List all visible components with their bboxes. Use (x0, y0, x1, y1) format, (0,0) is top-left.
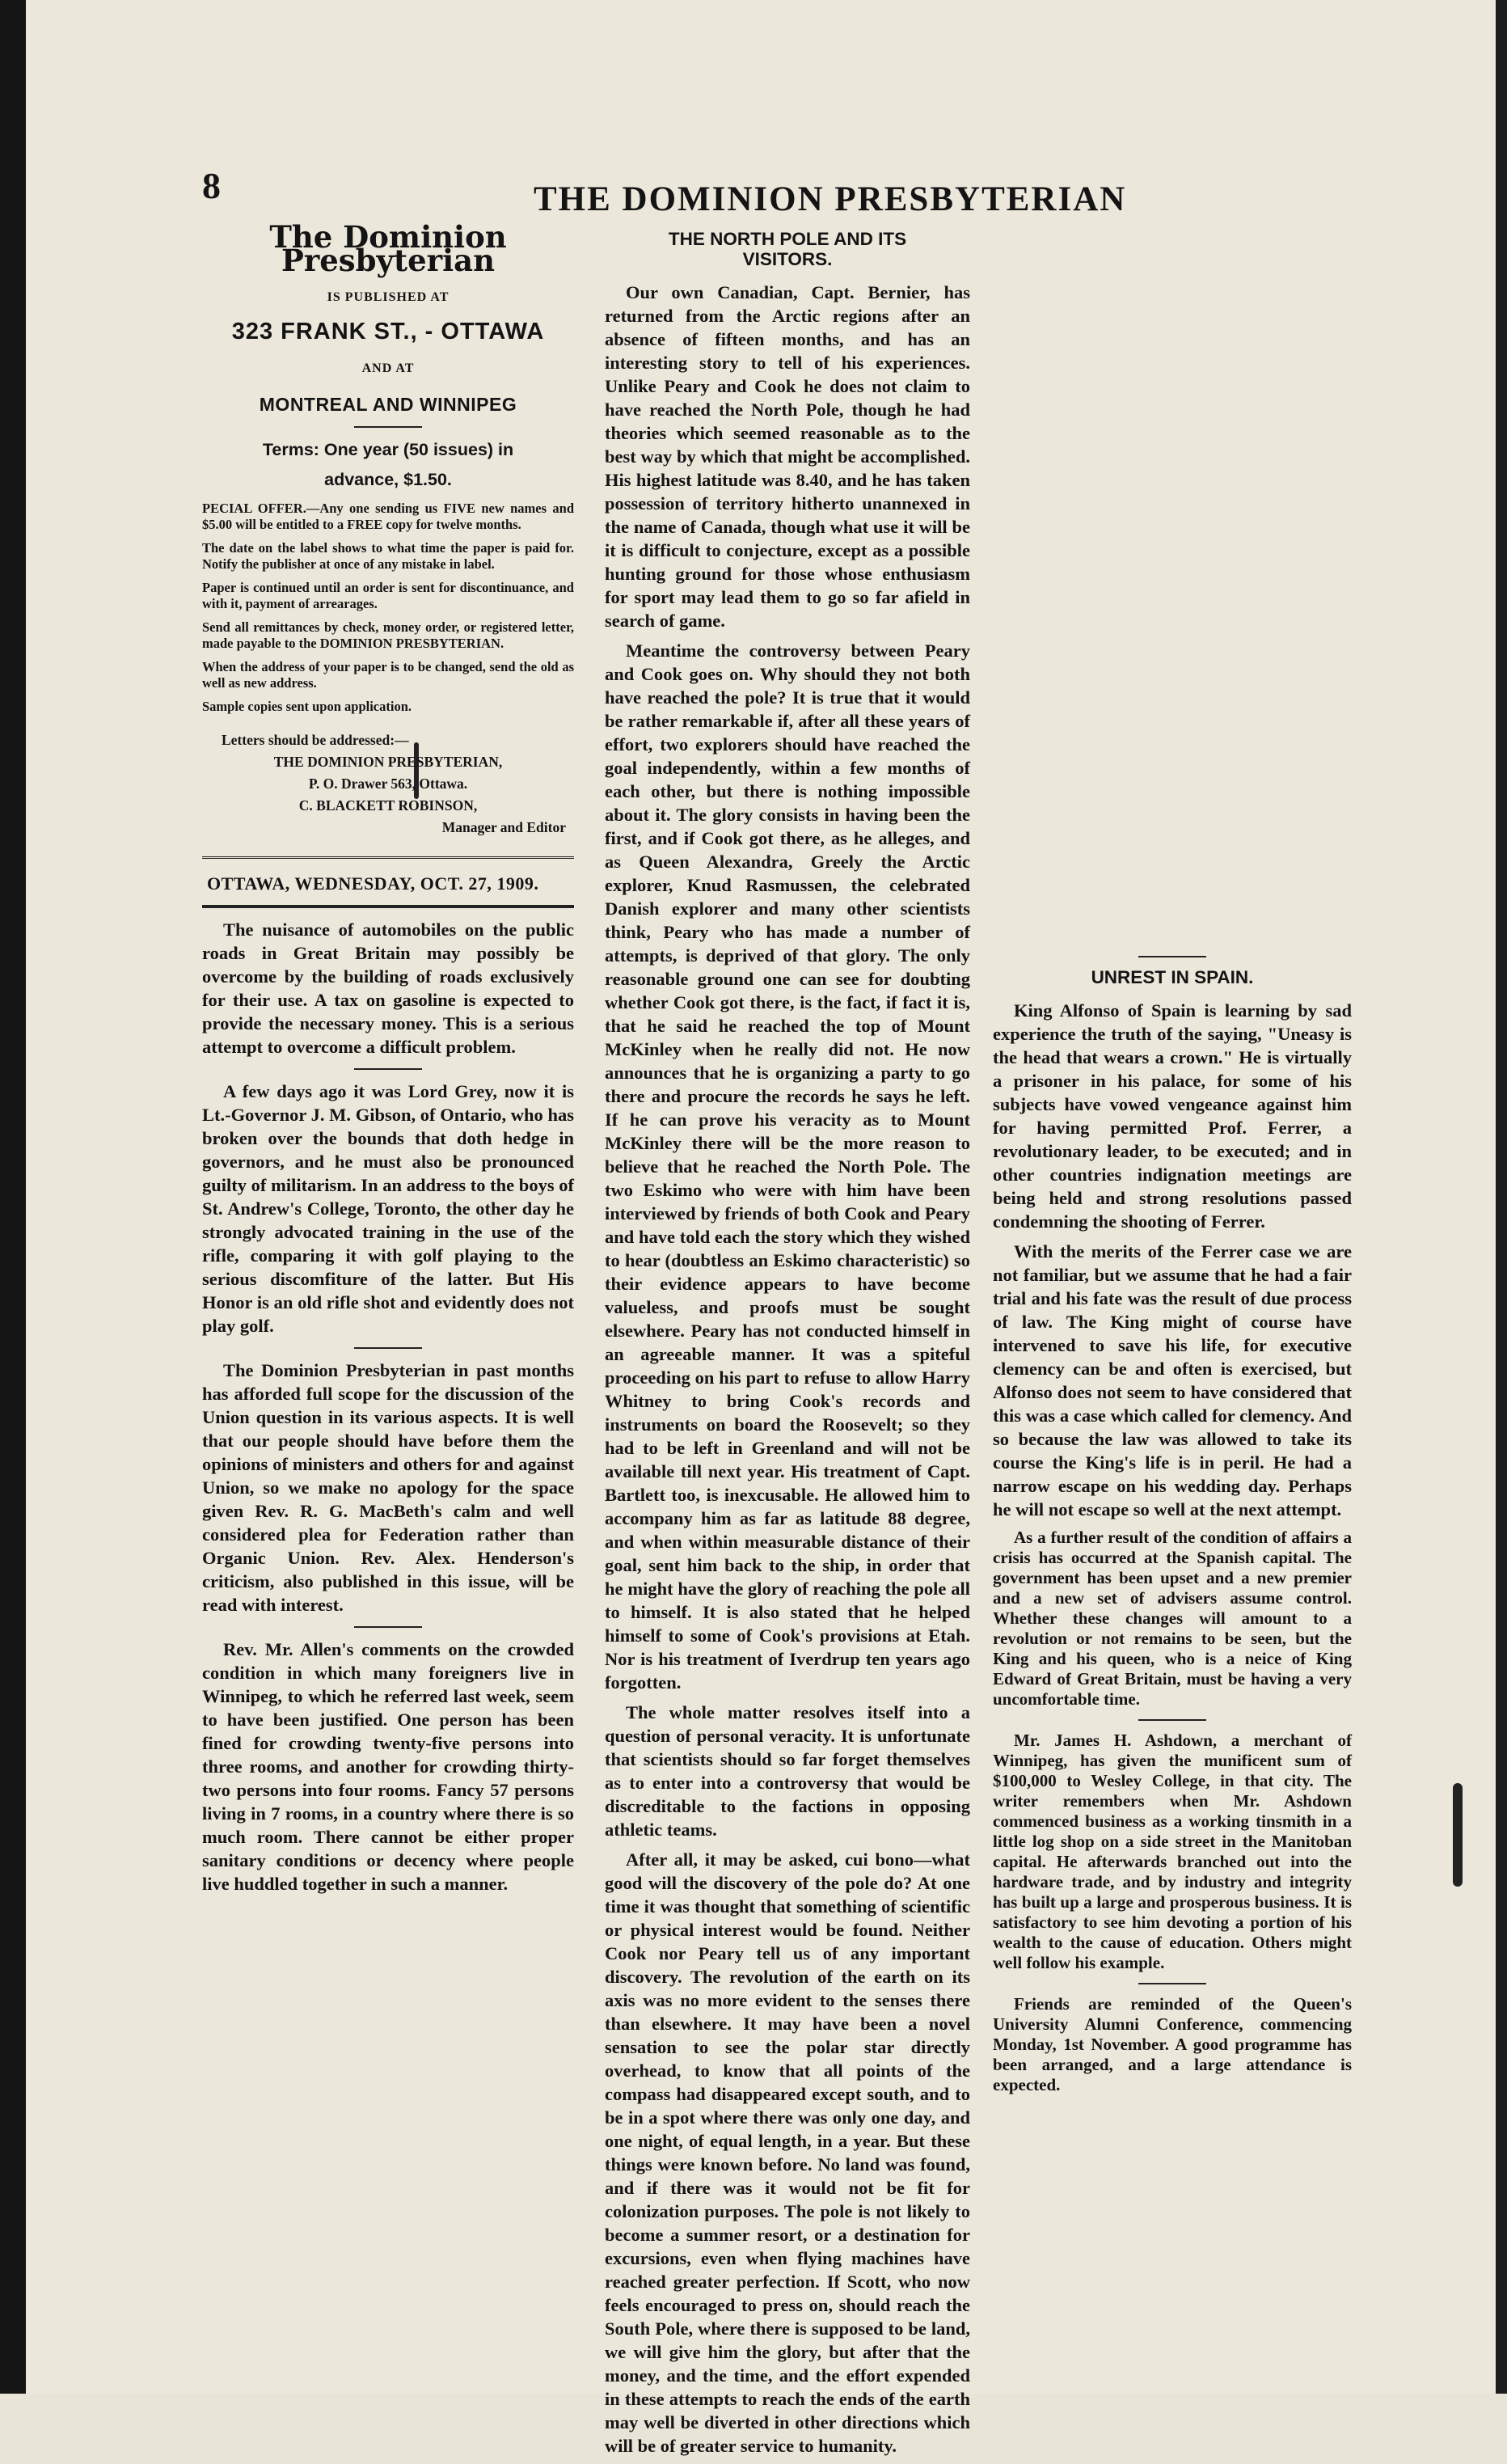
notice: Send all remittances by check, money order, or registered letter, made payable to the DOMINION PRESBYTERIAN. (202, 619, 574, 651)
article-headline: UNREST IN SPAIN. (1091, 967, 1254, 987)
article-paragraph: King Alfonso of Spain is learning by sad experience the truth of the saying, "Uneasy is the head that wears a crown." He is virtually a prisoner in his palace, for some of his subjects have vowed vengeance against him for having permitted Prof. Ferrer, a revolutionary leader, to be executed; and in other countries indignation meetings are being held and strong resolutions passed condemning the shooting of Ferrer. (993, 1000, 1352, 1232)
scan-mark (1453, 1783, 1463, 1887)
masthead-title: The Dominion Presbyterian (269, 219, 507, 278)
small-print-section (993, 1528, 1352, 2095)
address-line: C. BLACKETT ROBINSON, (298, 797, 478, 814)
note-paragraph: Friends are reminded of the Queen's University Alumni Conference, commencing Monday, 1st November. A good programme has been arranged, and a large attendance is expected. (993, 1994, 1352, 2094)
masthead-address: 323 FRANK ST., - OTTAWA (231, 319, 545, 344)
scan-edge-left (0, 0, 26, 2394)
subscription-notices (202, 501, 574, 715)
notice: Paper is continued until an order is sent for discontinuance, and with it, payment of arrearages. (202, 580, 574, 611)
divider (1138, 956, 1206, 957)
notice: When the address of your paper is to be changed, send the old as well as new address. (202, 659, 574, 691)
divider (354, 1347, 422, 1349)
divider (1138, 1983, 1206, 1984)
editorial-paragraph: The Dominion Presbyterian in past months has afforded full scope for the discussion of the Union question in its various aspects. It is well that our people should have before them the opinions of ministers and others for and against Union, so we make no apology for the space given Rev. R. G. MacBeth's calm and well considered plea for Federation rather than Organic Union. Rev. Alex. Henderson's criticism, also published in this issue, will be read with interest. (202, 1360, 574, 1615)
divider (202, 856, 574, 859)
address-line: P. O. Drawer 563, Ottawa. (308, 776, 468, 792)
divider (354, 426, 422, 428)
masthead (202, 219, 574, 492)
article-paragraph: With the merits of the Ferrer case we are not familiar, but we assume that he had a fair trial and his fate was the result of due process of law. The King might of course have intervened to save his life, for executive clemency can be and often is exercised, but Alfonso does not seem to have considered that this was a case which called for clemency. And so because the law was allowed to take its course the King's life is in peril. He had a narrow escape on his wedding day. Perhaps he will not escape so well at the next attempt. (993, 1241, 1352, 1519)
editorials (202, 918, 574, 1896)
notice: Sample copies sent upon application. (202, 699, 412, 714)
notice: The date on the label shows to what time the paper is paid for. Notify the publisher at once of any mistake in label. (202, 540, 574, 572)
editorial-paragraph: Rev. Mr. Allen's comments on the crowded condition in which many foreigners live in Winnipeg, to which he referred last week, seem to have been justified. One person has been fined for crowding twenty-five persons into three rooms, and another for crowding thirty-two persons into four rooms. Fancy 57 persons living in 7 rooms, in a country where there is so much room. There cannot be either proper sanitary conditions or decency where people live huddled together in such a manner. (202, 1639, 574, 1894)
notice: PECIAL OFFER.—Any one sending us FIVE new names and $5.00 will be entitled to a FREE copy for twelve months. (202, 501, 574, 532)
running-head: THE DOMINION PRESBYTERIAN (534, 180, 1127, 218)
divider (202, 905, 574, 908)
article-paragraph: The whole matter resolves itself into a question of personal veracity. It is unfortunate that scientists should so far forget themselves as to enter into a controversy that would be discreditable to the factions in opposing athletic teams. (605, 1702, 970, 1840)
address-line: THE DOMINION PRESBYTERIAN, (273, 754, 503, 770)
divider (354, 1626, 422, 1628)
right-column (993, 946, 1352, 2100)
editorial-paragraph: The nuisance of automobiles on the public roads in Great Britain may possibly be overcome by the building of roads exclusively for their use. A tax on gasoline is expected to provide the necessary money. This is a serious attempt to overcome a difficult problem. (202, 919, 574, 1057)
editorial-paragraph: A few days ago it was Lord Grey, now it is Lt.-Governor J. M. Gibson, of Ontario, who has broken over the bounds that doth hedge in governors, and he must also be pronounced guilty of militarism. In an address to the boys of St. Andrew's College, Toronto, the other day he strongly advocated training in the use of the rifle, comparing it with golf playing to the serious discomfiture of the latter. But His Honor is an old rifle shot and evidently does not play golf. (202, 1081, 574, 1336)
scan-edge-right (1496, 0, 1507, 2394)
divider (1138, 1719, 1206, 1721)
masthead-terms-line2: advance, $1.50. (324, 470, 452, 489)
article-paragraph: As a further result of the condition of affairs a crisis has occurred at the Spanish capital. The government has been upset and a new premier and a new set of advisers assume control. Whether these changes will amount to a revolution or not remains to be seen, but the King and his queen, who is a neice of King Edward of Great Britain, must be having a very uncomfortable time. (993, 1528, 1352, 1709)
page-number: 8 (202, 165, 221, 206)
divider (354, 1068, 422, 1070)
masthead-published-at: IS PUBLISHED AT (327, 290, 450, 304)
headline-line: THE NORTH POLE AND ITS (668, 229, 907, 249)
article-paragraph: Our own Canadian, Capt. Bernier, has returned from the Arctic regions after an absence of fifteen months, and has an interesting story to tell of his experiences. Unlike Peary and Cook he does not claim to have reached the North Pole, though he had theories which seemed reasonable as to the best way by which that might be accomplished. His highest latitude was 8.40, and he has taken possession of territory hitherto unannexed in the name of Canada, though what use it will be it is difficult to conjecture, except as a possible hunting ground for those whose enthusiasm for sport may lead them to go so far afield in search of game. (605, 282, 970, 631)
headline-line: VISITORS. (742, 249, 833, 269)
masthead-cities: MONTREAL AND WINNIPEG (259, 394, 517, 415)
article-paragraph: After all, it may be asked, cui bono—what good will the discovery of the pole do? At one time it was thought that something of scientific or physical interest would be found. Neither Cook nor Peary tell us of any important discovery. The revolution of the earth on its axis was no more evident to the senses there than elsewhere. It may have been a novel sensation to see the polar star directly overhead, to know that all points of the compass had disappeared except south, and to be in a spot where there was only one day, and one night, of equal length, in a year. But these things were known before. No land was found, and if there was it would not be fit for colonization purposes. The pole is not likely to become a summer resort, or a destination for excursions, even when flying machines have reached greater perfection. If Scott, who now feels encouraged to press on, should reach the South Pole, where there is supposed to be land, we will give him the glory, but after that the money, and the time, and the effort expended in these attempts to reach the ends of the earth may well be diverted in other directions which will be of greater service to humanity. (605, 1849, 970, 2456)
masthead-terms-line1: Terms: One year (50 issues) in (262, 440, 514, 459)
address-line: Letters should be addressed:— (222, 732, 409, 748)
middle-column (605, 222, 970, 2464)
dateline: OTTAWA, WEDNESDAY, OCT. 27, 1909. (207, 873, 539, 894)
masthead-and-at: AND AT (361, 361, 415, 375)
article-paragraph: Meantime the controversy between Peary and Cook goes on. Why should they not both have reached the pole? It is true that it would be rather remarkable if, after all these years of effort, two explorers should have reached the goal independently, within a few months of each other, but there is nothing impossible about it. The glory consists in having been the first, and if Cook got there, as he alleges, and as Queen Alexandra, Greely the Arctic explorer, Knud Rasmussen, the celebrated Danish explorer and many other scientists think, Peary who has made a number of attempts, is deprived of that glory. The only reasonable ground one can see for doubting whether Cook got there, is the fact, if fact it is, that he said he reached the top of Mount McKinley when he really did not. He now announces that he is organizing a party to go there and procure the records he says he left. If he can prove his veracity as to Mount McKinley there will be the more reason to believe that he reached the North Pole. The two Eskimo who were with him have been interviewed by friends of both Cook and Peary and have told each the story which they wished to hear (doubtless an Eskimo characteristic) so their evidence appears to have become valueless, and proofs must be sought elsewhere. Peary has not conducted himself in an agreeable manner. It was a spiteful proceeding on his part to refuse to allow Harry Whitney to bring Cook's records and instruments on board the Roosevelt; so they had to be left in Greenland and will not be available till next year. His treatment of Capt. Bartlett too, is inexcusable. He allowed him to accompany him as far as latitude 88 degree, and when within measurable distance of their goal, sent him back to the ship, in order that he might have the glory of reaching the pole all to himself. It is also stated that he helped himself to some of Cook's provisions at Etah. Nor is his treatment of Iverdrup ten years ago forgotten. (605, 640, 970, 1693)
article-headline (605, 229, 970, 269)
note-paragraph: Mr. James H. Ashdown, a merchant of Winnipeg, has given the munificent sum of $100,000 to Wesley College, in that city. The writer remembers when Mr. Ashdown commenced business as a working tinsmith in a little log shop on a side street in the Manitoban capital. He afterwards branched out into the hardware trade, and by industry and integrity has built up a large and prosperous business. It is satisfactory to see him devoting a portion of his wealth to the cause of education. Others might well follow his example. (993, 1731, 1352, 1972)
address-block (202, 729, 574, 839)
address-line: Manager and Editor (441, 819, 566, 835)
left-column (202, 219, 574, 1902)
